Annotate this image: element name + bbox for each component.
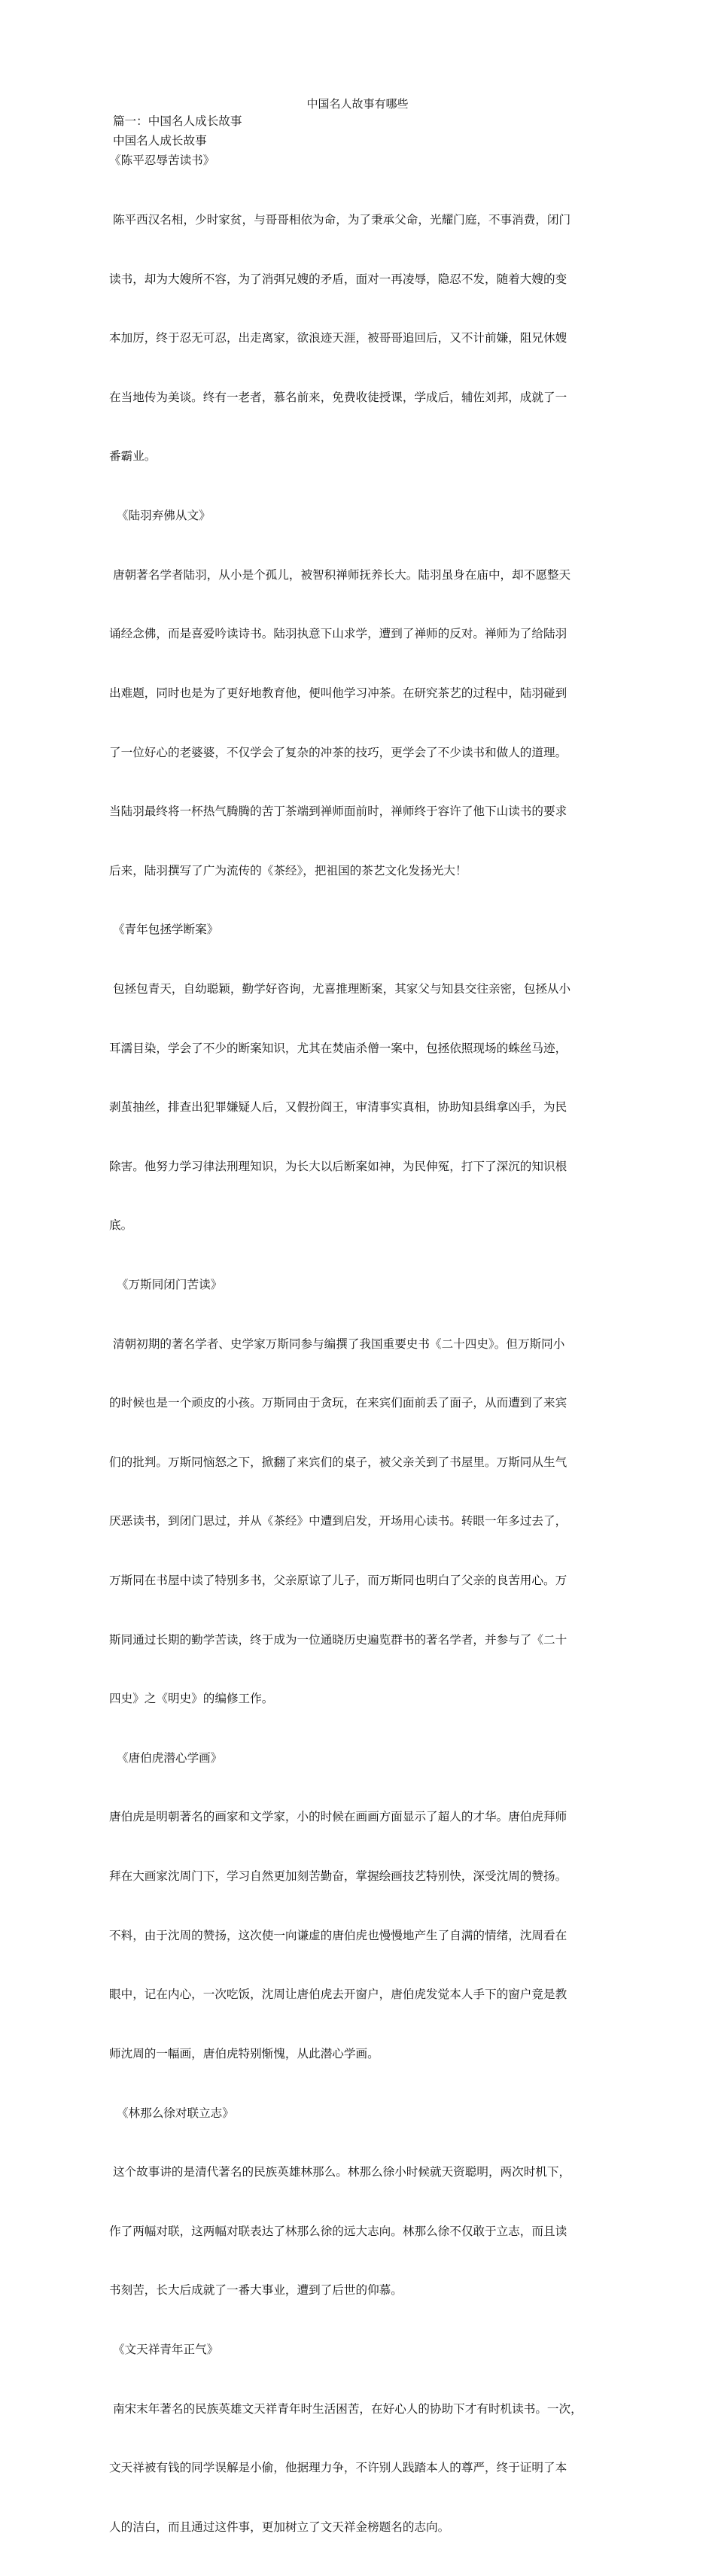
paragraph-line: 文天祥被有钱的同学误解是小偷，他据理力争，不许别人践踏本人的尊严，终于证明了本 (109, 2461, 567, 2475)
document-title: 中国名人故事有哪些 (306, 97, 409, 111)
paragraph-line: 们的批判。万斯同恼怒之下，掀翻了来宾们的桌子，被父亲关到了书屋里。万斯同从生气 (109, 1455, 567, 1469)
paragraph-line: 眼中，记在内心，一次吃饭，沈周让唐伯虎去开窗户，唐伯虎发觉本人手下的窗户竟是教 (109, 1988, 567, 2002)
story-paragraph (109, 2123, 617, 2340)
paragraph-line: 了一位好心的老婆婆，不仅学会了复杂的冲茶的技巧，更学会了不少读书和做人的道理。 (109, 745, 567, 759)
paragraph-line: 耳濡目染，学会了不少的断案知识，尤其在焚庙杀僧一案中，包拯依照现场的蛛丝马迹， (109, 1041, 567, 1055)
paragraph-line: 当陆羽最终将一杯热气腾腾的苦丁茶端到禅师面前时，禅师终于容许了他下山读书的要求 (109, 804, 567, 819)
story-paragraph (109, 2359, 617, 2576)
paragraph-line: 书刻苦，长大后成就了一番大事业，遭到了后世的仰慕。 (109, 2283, 403, 2298)
paragraph-line: 在当地传为美谈。终有一老者，慕名前来，免费收徒授课，学成后，辅佐刘邦，成就了一 (109, 390, 567, 404)
paragraph-line: 除害。他努力学习律法刑理知识，为长大以后断案如神，为民伸冤，打下了深沉的知识根 (109, 1159, 567, 1173)
paragraph-line: 清朝初期的著名学者、史学家万斯同参与编撰了我国重要史书《二十四史》。但万斯同小 (109, 1337, 565, 1351)
story (109, 2340, 617, 2576)
story (109, 920, 617, 1275)
paragraph-line: 作了两幅对联，这两幅对联表达了林那么徐的远大志向。林那么徐不仅敢于立志，而且读 (109, 2224, 567, 2238)
story-heading: 《青年包拯学断案》 (109, 923, 219, 937)
story-paragraph (109, 525, 617, 920)
section-subtitle: 中国名人成长故事 (109, 134, 207, 148)
paragraph-line: 人的洁白，而且通过这件事，更加树立了文天祥金榜题名的志向。 (109, 2520, 450, 2534)
document-body (109, 111, 617, 2576)
story-heading: 《文天祥青年正气》 (109, 2342, 219, 2356)
paragraph-line: 唐朝著名学者陆羽，从小是个孤儿，被智积禅师抚养长大。陆羽虽身在庙中，却不愿整天 (109, 567, 571, 582)
section-label: 篇一：中国名人成长故事 (109, 114, 242, 128)
paragraph-line: 厌恶读书，到闭门思过，并从《茶经》中遭到启发，开场用心读书。转眼一年多过去了， (109, 1514, 567, 1528)
paragraph-line: 后来，陆羽撰写了广为流传的《茶经》，把祖国的茶艺文化发扬光大！ (109, 863, 467, 877)
story-paragraph (109, 940, 617, 1275)
paragraph-line: 不料，由于沈周的赞扬，这次使一向谦虚的唐伯虎也慢慢地产生了自满的情绪，沈周看在 (109, 1928, 567, 1942)
paragraph-line: 本加厉，终于忍无可忍，出走离家，欲浪迹天涯，被哥哥追回后，又不计前嫌，阻兄休嫂 (109, 331, 567, 345)
paragraph-line: 番霸业。 (109, 449, 157, 464)
story (109, 151, 617, 506)
paragraph-line: 南宋末年著名的民族英雄文天祥青年时生活困苦，在好心人的协助下才有时机读书。一次， (109, 2401, 583, 2416)
story (109, 1748, 617, 2103)
paragraph-line: 师沈周的一幅画，唐伯虎特别惭愧，从此潜心学画。 (109, 2046, 379, 2060)
story-heading: 《陈平忍辱苦读书》 (109, 154, 215, 168)
story-heading: 《万斯同闭门苦读》 (109, 1277, 223, 1291)
story-heading: 《陆羽弃佛从文》 (109, 509, 211, 523)
paragraph-line: 四史》之《明史》的编修工作。 (109, 1692, 274, 1706)
paragraph-line: 拜在大画家沈周门下，学习自然更加刻苦勤奋，掌握绘画技艺特别快，深受沈周的赞扬。 (109, 1869, 567, 1884)
paragraph-line: 诵经念佛，而是喜爱吟读诗书。陆羽执意下山求学，遭到了禅师的反对。禅师为了给陆羽 (109, 627, 567, 641)
paragraph-line: 剥茧抽丝，排查出犯罪嫌疑人后，又假扮阎王，审清事实真相，协助知县缉拿凶手，为民 (109, 1100, 567, 1115)
paragraph-line: 读书，却为大嫂所不容，为了消弭兄嫂的矛盾，面对一再凌辱，隐忍不发，随着大嫂的变 (109, 272, 567, 286)
story (109, 2103, 617, 2340)
paragraph-line: 陈平西汉名相，少时家贫，与哥哥相依为命，为了秉承父命，光耀门庭，不事消费，闭门 (109, 213, 571, 227)
paragraph-line: 底。 (109, 1218, 133, 1233)
story-heading: 《唐伯虎潜心学画》 (109, 1750, 223, 1765)
paragraph-line: 这个故事讲的是清代著名的民族英雄林那么。林那么徐小时候就天资聪明，两次时机下， (109, 2165, 571, 2179)
paragraph-line: 斯同通过长期的勤学苦读，终于成为一位通晓历史遍览群书的著名学者，并参与了《二十 (109, 1632, 567, 1647)
paragraph-line: 包拯包青天，自幼聪颖，勤学好咨询，尤喜推理断案，其家父与知县交往亲密，包拯从小 (109, 981, 571, 996)
paragraph-line: 万斯同在书屋中读了特别多书，父亲原谅了儿子，而万斯同也明白了父亲的良苦用心。万 (109, 1574, 567, 1588)
story (109, 506, 617, 920)
story (109, 1275, 617, 1748)
story-heading: 《林那么徐对联立志》 (109, 2106, 234, 2120)
story-paragraph (109, 1768, 617, 2103)
paragraph-line: 出难题，同时也是为了更好地教育他，便叫他学习冲茶。在研究茶艺的过程中，陆羽碰到 (109, 686, 567, 700)
story-paragraph (109, 171, 617, 506)
paragraph-line: 的时候也是一个顽皮的小孩。万斯同由于贪玩，在来宾们面前丢了面子，从而遭到了来宾 (109, 1396, 567, 1410)
paragraph-line: 唐伯虎是明朝著名的画家和文学家，小的时候在画画方面显示了超人的才华。唐伯虎拜师 (109, 1810, 567, 1824)
story-paragraph (109, 1294, 617, 1748)
